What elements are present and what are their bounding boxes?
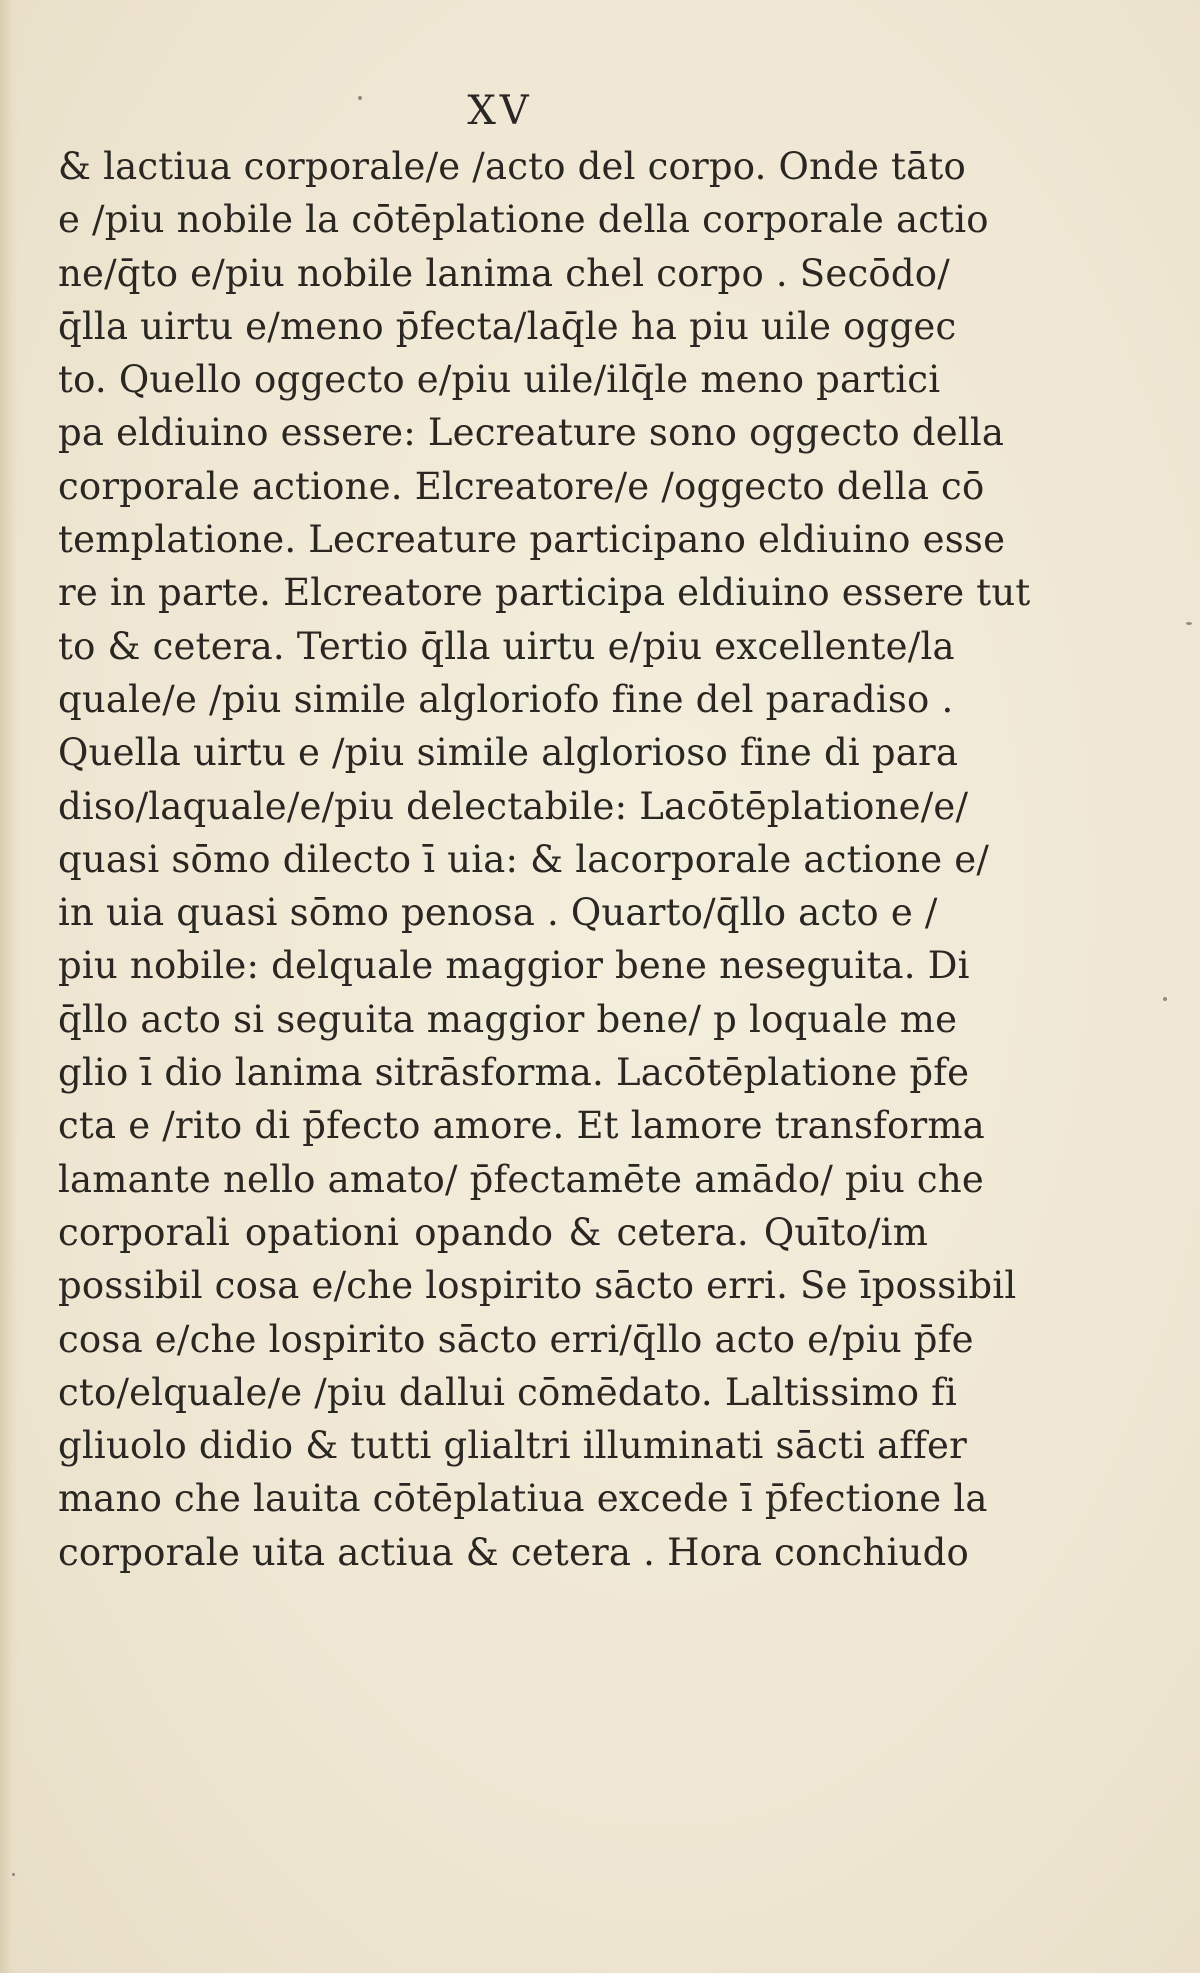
text-line: quale/e /piu simile algloriofo fine del paradiso .: [58, 677, 954, 721]
paper-speck: [1186, 622, 1192, 625]
text-line: pa eldiuino essere: Lecreature sono oggecto della: [58, 411, 1005, 455]
text-line: corporale uita actiua & cetera . Hora conchiudo: [58, 1530, 969, 1574]
text-line: possibil cosa e/che lospirito sācto erri. Se īpossibil: [58, 1264, 1017, 1308]
text-line: cto/elquale/e /piu dallui cōmēdato. Laltissimo fi: [58, 1370, 958, 1414]
text-line: e /piu nobile la cōtēplatione della corporale actio: [58, 198, 989, 242]
text-line: mano che lauita cōtēplatiua excede ī p̄fectione la: [58, 1477, 988, 1521]
text-line: glio ī dio lanima sitrāsforma. Lacōtēplatione p̄fe: [58, 1051, 970, 1095]
paper-speck: [358, 96, 362, 100]
text-line: to. Quello oggecto e/piu uile/ilq̄le meno partici: [58, 358, 941, 402]
text-line: ne/q̄to e/piu nobile lanima chel corpo . Secōdo/: [58, 251, 950, 295]
text-line: gliuolo didio & tutti glialtri illuminati sācti affer: [58, 1424, 967, 1468]
text-line: q̄llo acto si seguita maggior bene/ p loquale me: [58, 997, 958, 1041]
binding-edge: [0, 0, 18, 1973]
text-line: Quella uirtu e /piu simile alglorioso fine di para: [58, 731, 959, 775]
text-line: in uia quasi sōmo penosa . Quarto/q̄llo acto e /: [58, 891, 938, 935]
text-line: cosa e/che lospirito sācto erri/q̄llo acto e/piu p̄fe: [58, 1317, 974, 1361]
text-line: re in parte. Elcreatore participa eldiuino essere tut: [58, 571, 1031, 615]
text-line: templatione. Lecreature participano eldiuino esse: [58, 518, 1006, 562]
text-line: q̄lla uirtu e/meno p̄fecta/laq̄le ha piu uile oggec: [58, 304, 957, 348]
paper-speck: [1163, 997, 1167, 1001]
text-line: lamante nello amato/ p̄fectamēte amādo/ piu che: [58, 1157, 984, 1201]
text-line: quasi sōmo dilecto ī uia: & lacorporale actione e/: [58, 837, 990, 881]
text-line: corporali opationi opando & cetera. Quīto/im: [58, 1210, 928, 1254]
text-line: diso/laquale/e/piu delectabile: Lacōtēplatione/e/: [58, 784, 969, 828]
paper-speck: [12, 1873, 15, 1876]
text-block: [58, 140, 1031, 1579]
text-line: corporale actione. Elcreatore/e /oggecto della cō: [58, 464, 985, 508]
text-line: cta e /rito di p̄fecto amore. Et lamore transforma: [58, 1104, 985, 1148]
text-line: & lactiua corporale/e /acto del corpo. Onde tāto: [58, 145, 966, 188]
text-line: to & cetera. Tertio q̄lla uirtu e/piu excellente/la: [58, 624, 955, 668]
folio-number: XV: [467, 88, 533, 134]
text-line: piu nobile: delquale maggior bene neseguita. Di: [58, 944, 970, 988]
